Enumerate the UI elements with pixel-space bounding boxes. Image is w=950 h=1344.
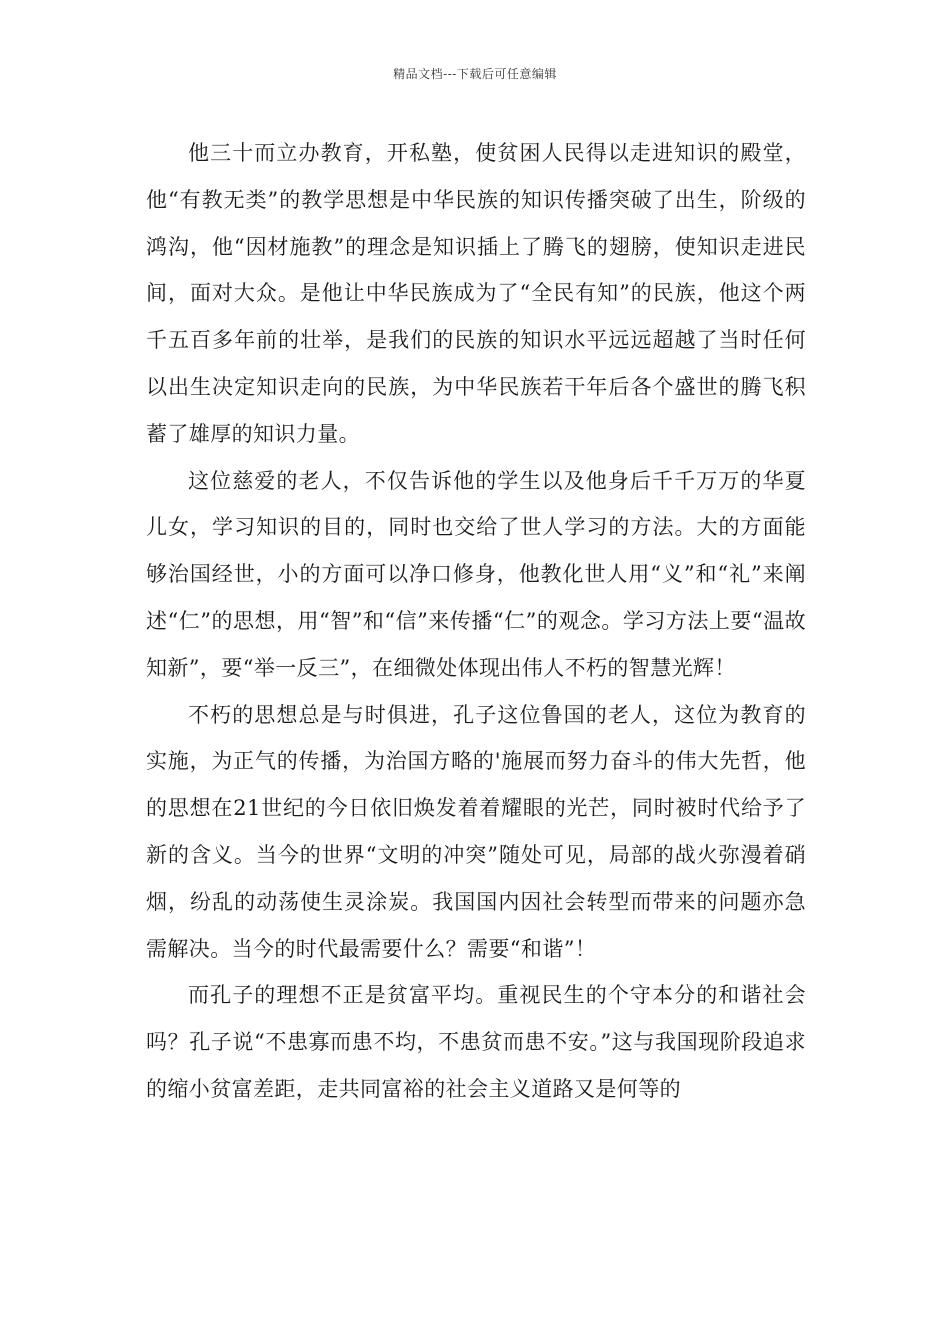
paragraph-1: 他三十而立办教育，开私塾，使贫困人民得以走进知识的殿堂，他“有教无类”的教学思想是中华民族的知识传播突破了出生，阶级的鸿沟，他“因材施教”的理念是知识插上了腾飞的翅膀，使知识走进民间，面对大众。是他让中华民族成为了“全民有知”的民族，他这个两千五百多年前的壮举，是我们的民族的知识水平远远超越了当时任何以出生决定知识走向的民族，为中华民族若干年后各个盛世的腾飞积蓄了雄厚的知识力量。 [146,141,806,446]
paragraph-2: 这位慈爱的老人，不仅告诉他的学生以及他身后千千万万的华夏儿女，学习知识的目的，同时也交给了世人学习的方法。大的方面能够治国经世，小的方面可以净口修身，他教化世人用“义”和“礼”来阐述“仁”的思想，用“智”和“信”来传播“仁”的观念。学习方法上要“温故知新”，要“举一反三”，在细微处体现出伟人不朽的智慧光辉！ [146,468,806,680]
page-header: 精品文档---下载后可任意编辑 [393,67,557,81]
paragraph-3: 不朽的思想总是与时俱进，孔子这位鲁国的老人，这位为教育的实施，为正气的传播，为治国方略的'施展而努力奋斗的伟大先哲，他的思想在21世纪的今日依旧焕发着着耀眼的光芒，同时被时代给予了新的含义。当今的世界“文明的冲突”随处可见，局部的战火弥漫着硝烟，纷乱的动荡使生灵涂炭。我国国内因社会转型而带来的问题亦急需解决。当今的时代最需要什么？需要“和谐”！ [146,702,806,961]
document-body [146,130,806,1113]
paragraph-4: 而孔子的理想不正是贫富平均。重视民生的个守本分的和谐社会吗？孔子说“不患寡而患不均，不患贫而患不安。”这与我国现阶段追求的缩小贫富差距，走共同富裕的社会主义道路又是何等的 [146,983,806,1101]
